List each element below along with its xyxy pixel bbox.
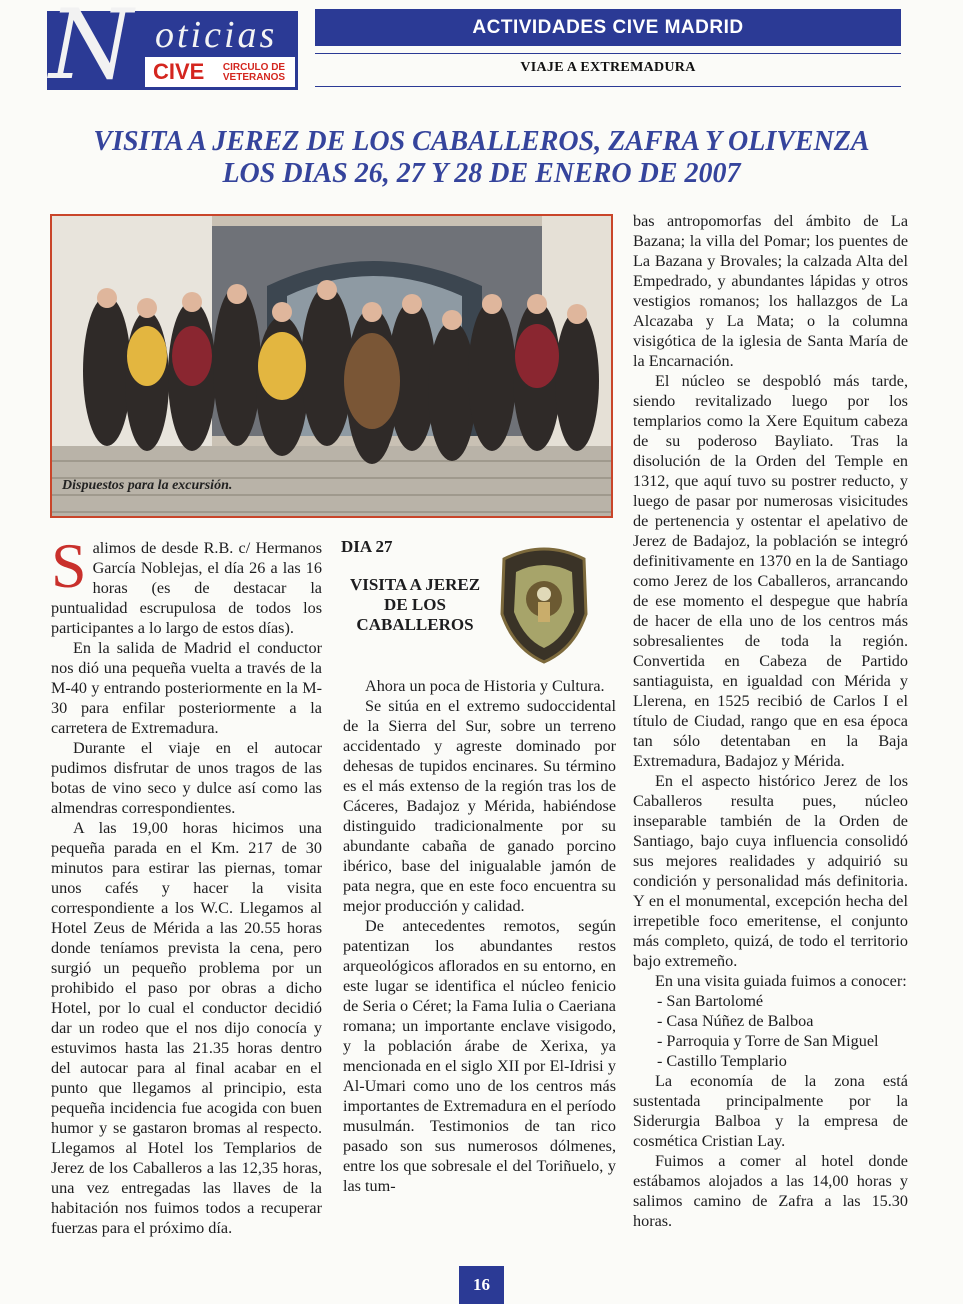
group-photo-image [52, 216, 613, 518]
column-3 [633, 211, 908, 1231]
list-item: - Castillo Templario [657, 1052, 787, 1070]
column-2 [343, 676, 616, 1196]
col3-paragraph-1: bas antropomorfas del ámbito de La Bazana; la villa del Pomar; los puentes de La Bazana y Brovales; la calzada Alta del Empedrado, y abundantes lápidas y otros vestigios romanos; los hallazgos de La Alcazaba y La Mata; o la columna visigótica de la iglesia de Santa María de la Encarnación. [633, 212, 908, 370]
article-title-line2: LOS DIAS 26, 27 Y 28 DE ENERO DE 2007 [222, 158, 741, 189]
col3-paragraph-2: El núcleo se despobló más tarde, siendo revitalizado luego por los templarios como la Xere Equitum cabeza de su poderoso Bayliato. Tras la disolución de la Orden del Temple en 1312, que aquí tuvo su postrer reducto, y luego de pasar por numerosas visicitudes de pertenencia y ostentar el apelativo de Jerez de Badajoz, la población se integró definitivamente en 1370 en la de Santiago como Jerez de los Caballeros, arrancando de ese momento el despegue que habría de hacer de ella uno de los centros más sobresalientes de toda la región. Convertida en Cabeza de Partido santiaguista, en igualdad con Mérida y Llerena, en 1525 recibió de Carlos I el título de Ciudad, rango que en esa época tan sólo detentaban en la Baja Extremadura, Badajoz y Mérida. [633, 372, 908, 770]
noticias-cive-logo [47, 0, 298, 101]
day-heading: DIA 27 [341, 537, 393, 556]
col3-paragraph-4: En una visita guiada fuimos a conocer: [655, 972, 907, 990]
col1-paragraph-3: Durante el viaje en el autocar pudimos disfrutar de unos tragos de las botas de vino seco y dulce así como las almendras correspondientes. [51, 739, 322, 817]
col3-paragraph-6: Fuimos a comer al hotel donde estábamos alojados a las 14,00 horas y salimos camino de Zafra a las 15.30 horas. [633, 1152, 908, 1230]
col1-paragraph-4: A las 19,00 horas hicimos una pequeña parada en el Km. 217 de 30 minutos para estirar las piernas, tomar unos cafés y hacer la visita correspondiente a los W.C. Llegamos al Hotel Zeus de Mérida a las 20.55 horas donde teníamos prevista la cena, pero surgió un pequeño problema por un prohibido el paso por obras a dicho Hotel, por lo cual el conductor decidió dar un rodeo que el nos dijo conocía y estuvimos hasta las 21.35 horas dentro del autocar para al final acabar en el punto que llegamos al principio, esta pequeña incidencia fue acogida con buen humor y se gastaron bromas al respecto. Llegamos al Hotel los Templarios de Jerez de los Caballeros a las 12,35 horas, una vez entregadas las llaves de la habitación nos fuimos todos a recuperar fuerzas para el próximo día. [51, 819, 322, 1237]
logo-word: oticias [155, 14, 278, 56]
page-number: 16 [459, 1266, 504, 1304]
logo-brand: CIVE [153, 59, 205, 84]
col3-paragraph-5: La economía de la zona está sustentada principalmente por la Siderurgia Balboa y la empresa de cosmética Cristian Lay. [633, 1072, 908, 1150]
list-item: - Parroquia y Torre de San Miguel [657, 1032, 879, 1050]
coat-of-arms-icon [494, 544, 594, 664]
article-title-line1: VISITA A JEREZ DE LOS CABALLEROS, ZAFRA Y OLIVENZA [93, 126, 870, 157]
col2-paragraph-3: De antecedentes remotos, según patentizan los abundantes restos arqueológicos aflorados en su entorno, en este lugar se identifica el núcleo fenicio de Seria o Céret; la Fama Iulia o Caeriana romana; un importante enclave visigodo, y la población árabe de Xerixa, ya mencionada en el siglo XII por El-Idrisi y Al-Umari como uno de los centros más importantes de Extremadura en el período musulmán. Testimonios de tan rico pasado son sus numerosos dólmenes, entre los que sobresale el del Toriñuelo, y las tum- [343, 917, 616, 1195]
drop-cap: S [51, 530, 87, 601]
visit-heading: VISITA A JEREZ DE LOS CABALLEROS [349, 575, 481, 634]
header-rule-top [315, 53, 901, 54]
visit-list [633, 991, 908, 1071]
group-photo [50, 214, 613, 518]
col1-paragraph-2: En la salida de Madrid el conductor nos dió una pequeña vuelta a través de la M-40 y entrando posteriormente en la M-30 para enfilar posteriormente a la carretera de Extremadura. [51, 639, 322, 737]
col1-paragraph-1: Salimos de desde R.B. c/ Hermanos García Noblejas, el día 26 a las 16 horas (es de destacar la puntualidad escrupulosa de todos los participantes a lo largo de estos días). [51, 530, 322, 637]
col2-paragraph-2: Se sitúa en el extremo sudoccidental de la Sierra del Sur, sobre un terreno accidentado y agreste dominado por dehesas de tupidos encinares. Su término es el más extenso de la región tras los de Cáceres, Badajoz y Mérida, habiéndose distinguido tradicionalmente por su abundante cabaña de ganado porcino ibérico, base del inigualable jamón de pata negra, que en este foco encuentra su mejor producción y calidad. [343, 697, 616, 915]
section-subtitle: VIAJE A EXTREMADURA [520, 60, 696, 75]
col2-paragraph-1: Ahora un poca de Historia y Cultura. [365, 677, 605, 695]
column-1 [51, 530, 322, 1238]
section-title: ACTIVIDADES CIVE MADRID [315, 9, 901, 46]
list-item: - Casa Núñez de Balboa [657, 1012, 814, 1030]
col3-paragraph-3: En el aspecto histórico Jerez de los Caballeros resulta pues, núcleo inseparable también de la Orden de Santiago, bajo cuya influencia consolidó sus mejores realidades y adquirió su condición y personalidad más definitoria. Y en el monumental, excepción hecha del irrepetible foco emeritense, el conjunto más completo, quizá, de todo el territorio bajo extremeño. [633, 772, 908, 970]
photo-caption: Dispuestos para la excursión. [62, 478, 233, 493]
logo-tagline: CIRCULO DE VETERANOS [222, 62, 286, 83]
list-item: - San Bartolomé [657, 992, 764, 1010]
header-rule-bottom [315, 86, 901, 87]
logo-initial: N [49, 0, 133, 101]
logo-brand-box [145, 57, 295, 87]
